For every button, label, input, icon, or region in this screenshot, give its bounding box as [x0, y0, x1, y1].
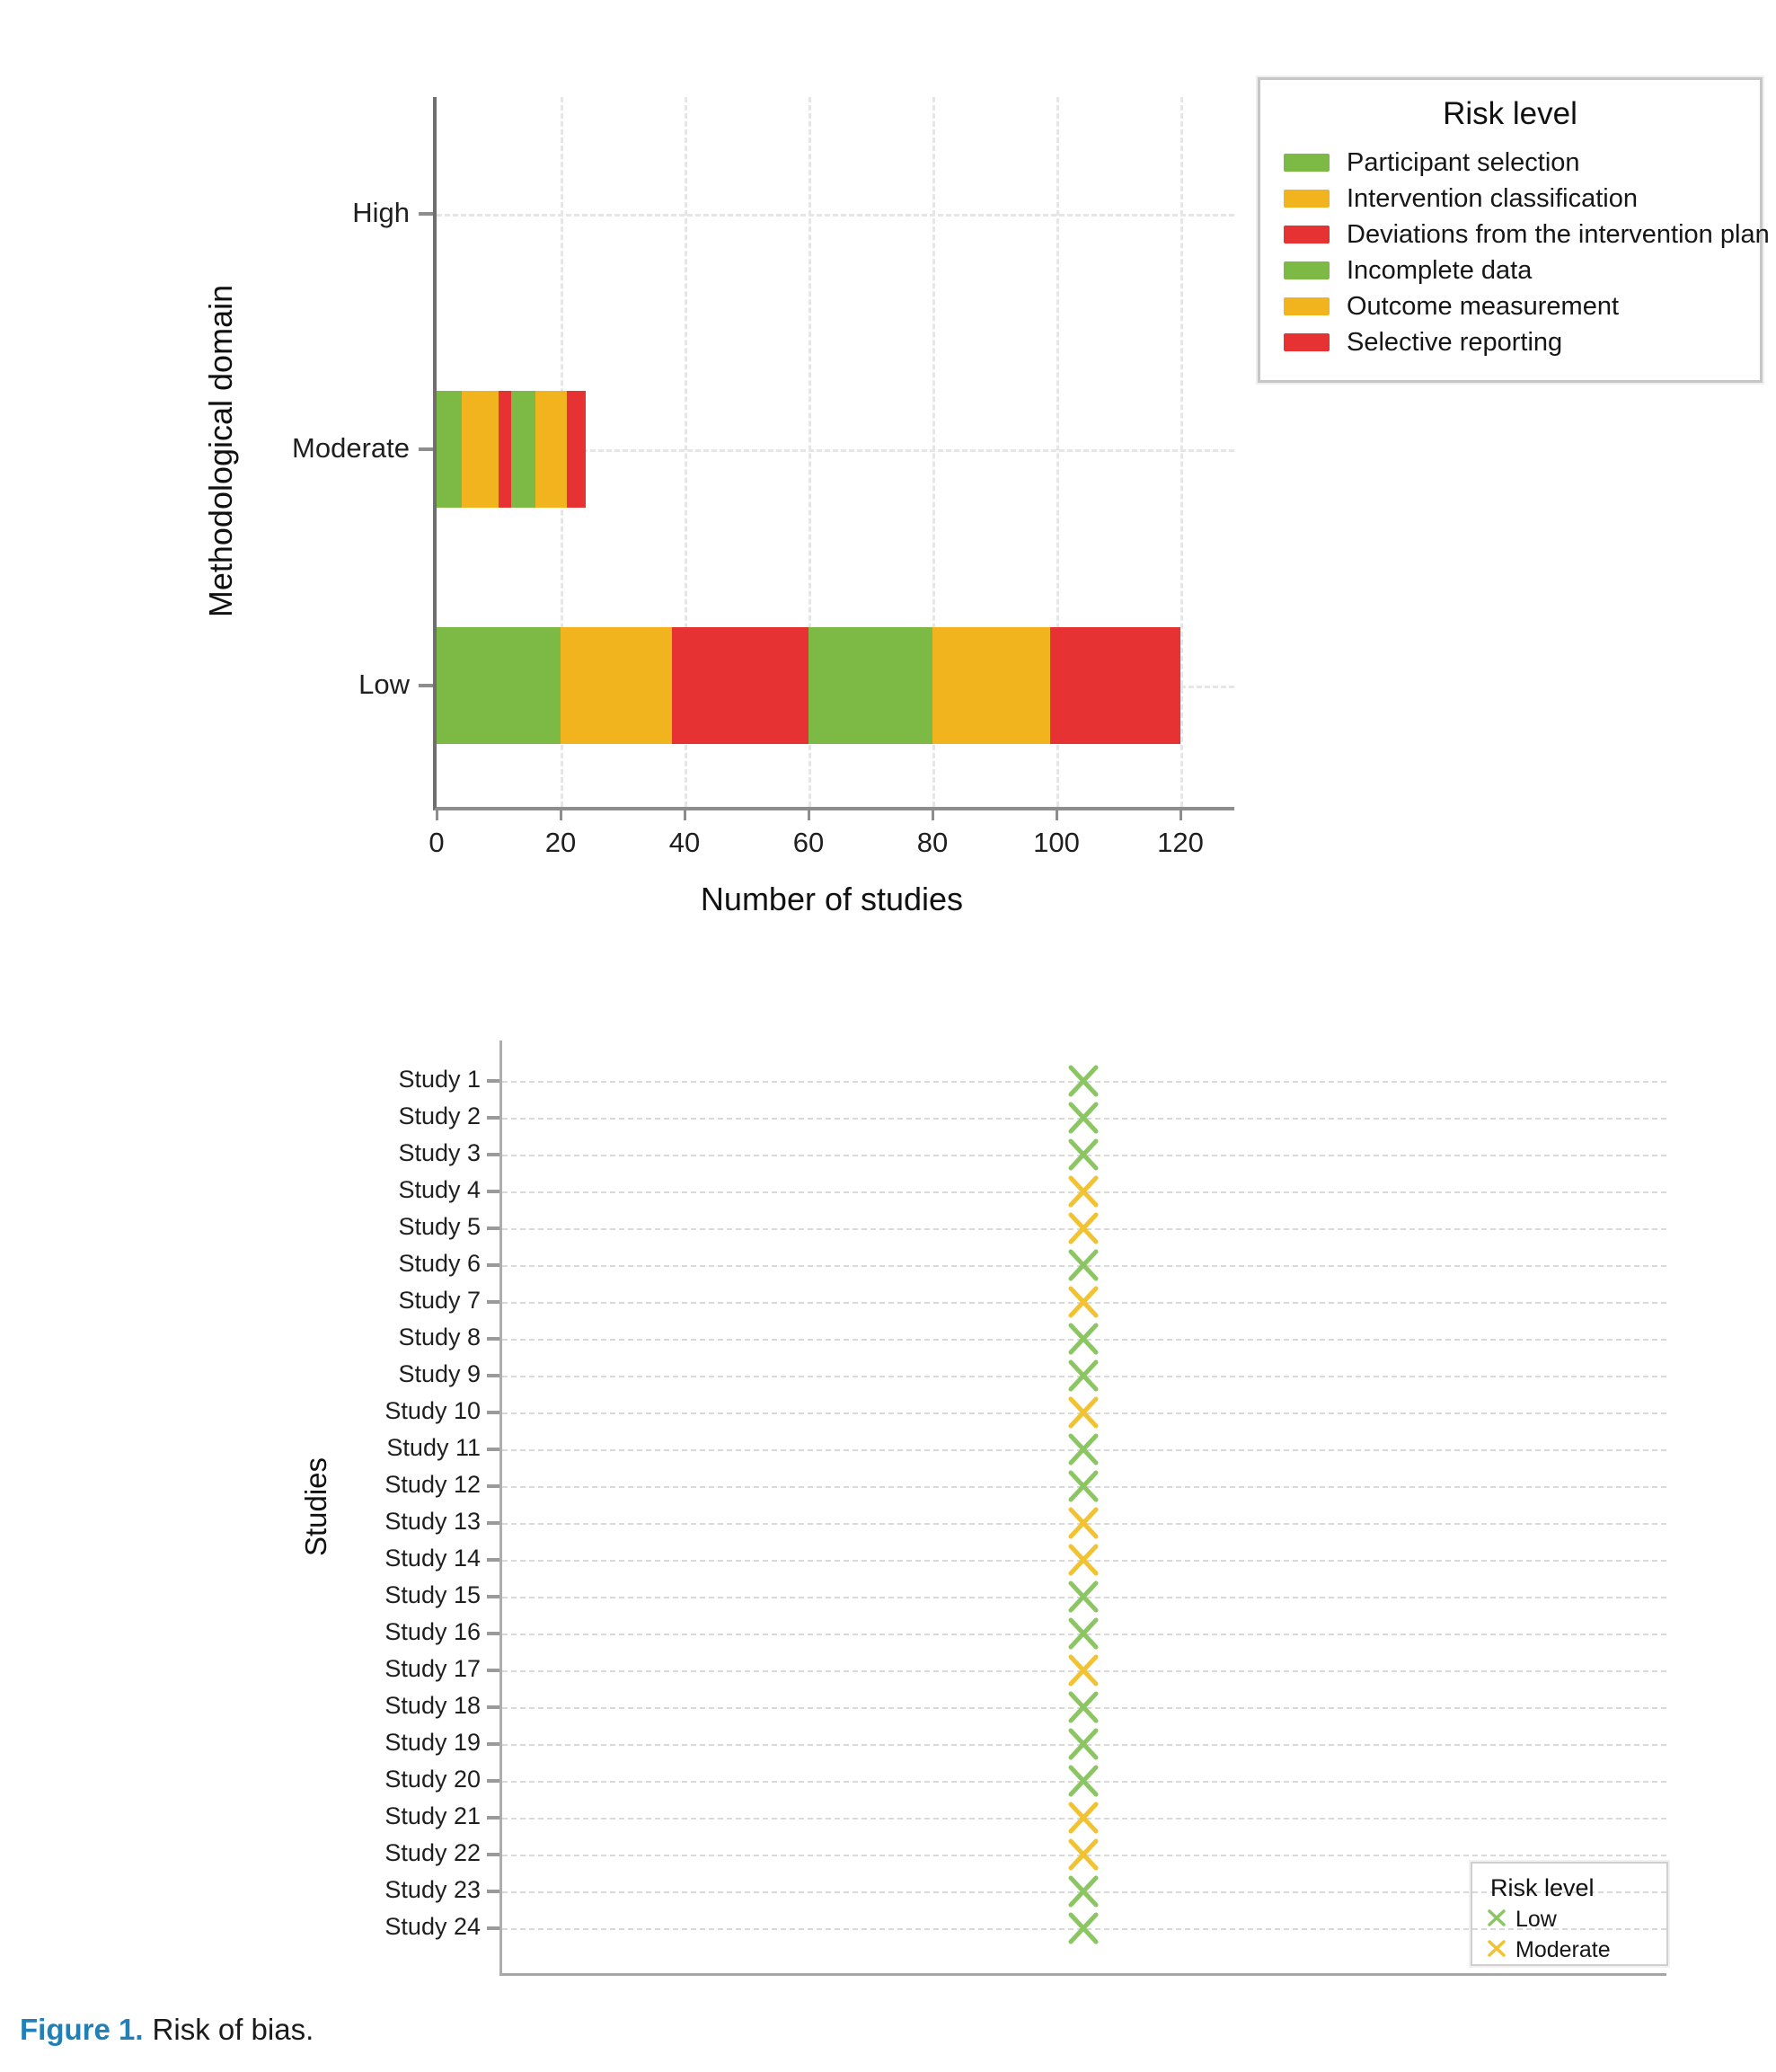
- legend-item: [1260, 288, 1760, 324]
- risk-marker-low: [1068, 1580, 1099, 1618]
- y-axis-tick: [487, 1779, 499, 1783]
- x-tick-label: 60: [792, 827, 825, 858]
- gridline-horizontal: [437, 214, 1234, 217]
- x-tick-label: 120: [1157, 827, 1204, 858]
- risk-marker-low: [1068, 1690, 1099, 1729]
- x-tick-label: 100: [1033, 827, 1080, 858]
- study-tick-label: Study 23: [384, 1876, 481, 1903]
- study-tick-label: Study 13: [384, 1508, 481, 1535]
- risk-marker-low: [1068, 1764, 1099, 1802]
- risk-marker-low: [1068, 1911, 1099, 1950]
- bar-segment-participant-selection: [437, 627, 561, 744]
- y-axis-tick: [487, 1595, 499, 1598]
- top-legend: [1258, 77, 1770, 383]
- study-tick-label: Study 5: [398, 1213, 481, 1240]
- risk-marker-moderate: [1068, 1211, 1099, 1250]
- bar-segment-incomplete-data: [511, 391, 536, 508]
- x-axis-tick: [436, 810, 438, 820]
- risk-marker-moderate: [1068, 1801, 1099, 1839]
- x-axis-tick: [808, 810, 810, 820]
- risk-marker-moderate: [1068, 1543, 1099, 1581]
- y-axis-tick: [419, 212, 433, 216]
- study-tick-label: Study 21: [384, 1802, 481, 1829]
- y-axis-tick: [487, 1632, 499, 1635]
- y-axis-tick: [487, 1890, 499, 1893]
- y-tick-label-high: High: [352, 197, 410, 228]
- risk-marker-moderate: [1068, 1174, 1099, 1213]
- legend-item: [1472, 1904, 1666, 1935]
- y-axis-tick: [487, 1337, 499, 1341]
- study-tick-label: Study 14: [384, 1545, 481, 1572]
- bottom-legend-items: [1472, 1904, 1666, 1965]
- x-tick-label: 80: [916, 827, 949, 858]
- x-tick-label: 20: [544, 827, 577, 858]
- y-axis-tick: [487, 1374, 499, 1377]
- risk-marker-moderate: [1068, 1395, 1099, 1434]
- study-tick-label: Study 6: [398, 1250, 481, 1277]
- risk-marker-low: [1068, 1359, 1099, 1397]
- x-axis-tick: [1056, 810, 1058, 820]
- y-axis-tick: [487, 1263, 499, 1267]
- bar-segment-intervention-classification: [462, 391, 499, 508]
- x-tick-label: 0: [429, 827, 445, 858]
- green-swatch-icon: [1284, 154, 1330, 172]
- top-plot-area: [292, 97, 1234, 858]
- y-axis-tick: [487, 1226, 499, 1230]
- y-axis-tick: [487, 1521, 499, 1525]
- top-x-axis-title: Number of studies: [700, 881, 964, 917]
- bottom-legend: [1471, 1862, 1668, 1966]
- risk-marker-moderate: [1068, 1285, 1099, 1324]
- risk-marker-low: [1068, 1874, 1099, 1913]
- risk-marker-low: [1068, 1469, 1099, 1508]
- x-axis-tick: [560, 810, 562, 820]
- risk-marker-low: [1068, 1616, 1099, 1655]
- risk-marker-low: [1068, 1248, 1099, 1287]
- bottom-legend-title: Risk level: [1490, 1874, 1595, 1901]
- legend-item: [1260, 217, 1770, 252]
- top-legend-title: Risk level: [1443, 96, 1577, 131]
- y-axis-tick: [487, 1411, 499, 1414]
- gridline-vertical: [1180, 97, 1183, 807]
- y-axis-tick: [419, 447, 433, 451]
- x-marker-icon: [1487, 1938, 1507, 1962]
- study-tick-label: Study 15: [384, 1581, 481, 1608]
- study-tick-label: Study 2: [398, 1102, 481, 1129]
- legend-item-label: Participant selection: [1347, 147, 1580, 177]
- risk-marker-moderate: [1068, 1506, 1099, 1545]
- legend-item: [1260, 181, 1760, 217]
- y-axis-tick: [487, 1669, 499, 1672]
- y-axis-tick: [487, 1853, 499, 1856]
- figure-caption-label: Figure 1.: [20, 2013, 144, 2046]
- bar-segment-outcome-measurement: [535, 391, 567, 508]
- legend-item-label: Outcome measurement: [1347, 291, 1620, 321]
- top-legend-items: [1260, 145, 1770, 360]
- study-tick-label: Study 16: [384, 1618, 481, 1645]
- figure-caption: [20, 2013, 314, 2047]
- bottom-y-axis-title: Studies: [299, 1457, 332, 1557]
- study-tick-label: Study 22: [384, 1839, 481, 1866]
- y-axis-tick: [487, 1300, 499, 1304]
- legend-item: [1260, 324, 1760, 360]
- risk-marker-moderate: [1068, 1837, 1099, 1876]
- bar-segment-selective-reporting: [567, 391, 586, 508]
- study-tick-label: Study 17: [384, 1655, 481, 1682]
- legend-item-label: Deviations from the intervention plan: [1347, 219, 1770, 249]
- y-axis-tick: [487, 1190, 499, 1193]
- y-axis-tick: [487, 1153, 499, 1156]
- green-swatch-icon: [1284, 261, 1330, 279]
- y-tick-label-low: Low: [358, 669, 410, 700]
- y-axis-tick: [487, 1742, 499, 1746]
- legend-item-label: Intervention classification: [1347, 183, 1638, 213]
- y-axis-tick: [487, 1705, 499, 1709]
- study-tick-label: Study 18: [384, 1692, 481, 1719]
- study-tick-label: Study 19: [384, 1729, 481, 1756]
- study-tick-label: Study 4: [398, 1176, 481, 1203]
- bar-segment-intervention-classification: [561, 627, 672, 744]
- study-tick-label: Study 9: [398, 1360, 481, 1387]
- bar-segment-deviations-from-the-intervention-plan: [672, 627, 808, 744]
- bar-segment-selective-reporting: [1050, 627, 1180, 744]
- bar-segment-participant-selection: [437, 391, 462, 508]
- y-tick-label-moderate: Moderate: [292, 432, 410, 464]
- bar-segment-deviations-from-the-intervention-plan: [499, 391, 511, 508]
- y-axis-tick: [487, 1116, 499, 1120]
- y-axis-tick: [487, 1926, 499, 1930]
- bottom-plot-area: [384, 1040, 1666, 1976]
- orange-swatch-icon: [1284, 190, 1330, 208]
- risk-marker-low: [1068, 1727, 1099, 1766]
- bar-segment-outcome-measurement: [932, 627, 1050, 744]
- y-axis-tick: [487, 1448, 499, 1451]
- legend-item: [1472, 1935, 1666, 1965]
- study-tick-label: Study 3: [398, 1139, 481, 1166]
- legend-item-label: Low: [1515, 1906, 1557, 1932]
- bar-segment-incomplete-data: [808, 627, 932, 744]
- study-tick-label: Study 12: [384, 1471, 481, 1498]
- red-swatch-icon: [1284, 226, 1330, 244]
- risk-marker-low: [1068, 1101, 1099, 1139]
- x-axis-tick: [932, 810, 934, 820]
- y-axis-tick: [487, 1484, 499, 1488]
- study-tick-label: Study 8: [398, 1324, 481, 1350]
- x-tick-label: 40: [668, 827, 701, 858]
- x-axis-tick: [1180, 810, 1182, 820]
- study-tick-label: Study 1: [398, 1066, 481, 1093]
- x-axis-tick: [684, 810, 686, 820]
- risk-marker-moderate: [1068, 1653, 1099, 1692]
- study-tick-label: Study 7: [398, 1287, 481, 1314]
- y-axis-tick: [487, 1816, 499, 1820]
- orange-swatch-icon: [1284, 297, 1330, 315]
- study-tick-label: Study 24: [384, 1913, 481, 1940]
- risk-marker-low: [1068, 1138, 1099, 1176]
- y-axis-tick: [419, 684, 433, 687]
- risk-marker-low: [1068, 1432, 1099, 1471]
- legend-item-label: Incomplete data: [1347, 255, 1533, 285]
- x-marker-icon: [1487, 1908, 1507, 1932]
- study-tick-label: Study 11: [386, 1434, 481, 1461]
- top-y-axis-title: Methodological domain: [202, 284, 239, 618]
- legend-item: [1260, 145, 1760, 181]
- study-tick-label: Study 10: [384, 1397, 481, 1424]
- figure-caption-text: Risk of bias.: [152, 2013, 314, 2046]
- risk-marker-low: [1068, 1322, 1099, 1360]
- study-tick-label: Study 20: [384, 1766, 481, 1793]
- legend-item-label: Selective reporting: [1347, 327, 1563, 357]
- y-axis-tick: [487, 1079, 499, 1083]
- legend-item: [1260, 252, 1760, 288]
- red-swatch-icon: [1284, 333, 1330, 351]
- risk-marker-low: [1068, 1064, 1099, 1102]
- legend-item-label: Moderate: [1515, 1936, 1611, 1962]
- y-axis-tick: [487, 1558, 499, 1562]
